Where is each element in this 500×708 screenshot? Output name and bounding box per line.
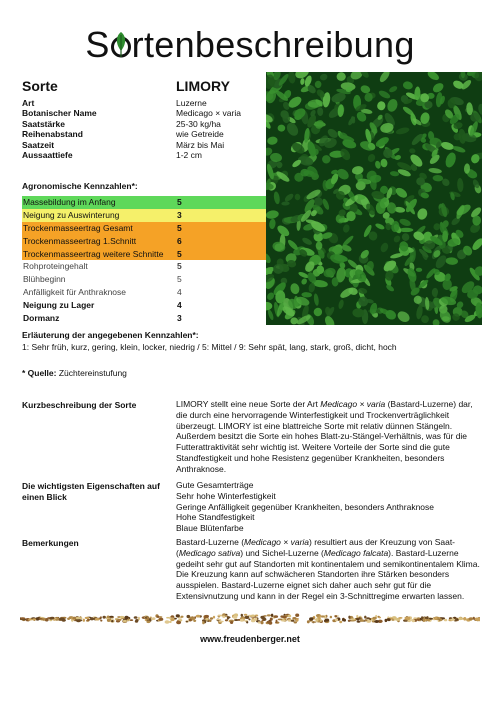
seed-mark: [41, 619, 45, 621]
title-prefix: S: [85, 24, 110, 65]
property-item: Geringe Anfälligkeit gegenüber Krankheiten, besonders Anthraknose: [176, 501, 435, 512]
seed-mark: [244, 614, 248, 616]
trait-name: Trockenmasseertrag Gesamt: [23, 222, 133, 233]
seed-mark: [100, 620, 102, 622]
variety-info: [22, 98, 262, 160]
info-row: [22, 150, 262, 160]
seed-mark: [348, 620, 351, 622]
seed-mark: [357, 619, 360, 621]
seed-mark: [248, 618, 250, 620]
seed-mark: [263, 618, 266, 621]
seed-mark: [83, 619, 85, 622]
property-item: Hohe Standfestigkeit: [176, 512, 255, 523]
text-part: LIMORY stellt eine neue Sorte der Art: [176, 399, 321, 409]
seed-mark: [179, 619, 182, 621]
trait-value: 5: [177, 274, 182, 285]
seed-mark: [210, 617, 213, 619]
seed-mark: [187, 615, 191, 618]
seed-mark: [193, 620, 196, 622]
remarks-text: [176, 537, 482, 602]
seed-mark: [32, 618, 36, 620]
seed-mark: [405, 617, 409, 619]
seed-mark: [170, 618, 174, 621]
seed-mark: [360, 619, 364, 622]
seed-mark: [458, 617, 463, 620]
seed-mark: [233, 616, 237, 619]
seed-mark: [335, 618, 338, 621]
seed-mark: [255, 615, 258, 617]
info-row: [22, 98, 262, 108]
footer-url: www.freudenberger.net: [200, 634, 300, 644]
seed-mark: [134, 616, 138, 619]
source-note: [22, 368, 127, 378]
seed-mark: [117, 619, 121, 621]
text-part: Medicago × varia: [244, 537, 310, 547]
trait-row: [22, 298, 266, 311]
text-part: (Bastard-Luzerne) dar,: [385, 399, 473, 409]
trait-name: Dormanz: [23, 312, 60, 323]
seed-mark: [335, 615, 338, 617]
trait-row: [22, 260, 266, 273]
seed-mark: [209, 620, 212, 622]
text-part: Bastard-Luzerne (: [176, 537, 245, 547]
text-line: die durch eine hervorragende Winterfestigkeit und Trockenverträglichkeit: [176, 409, 450, 420]
seed-mark: [157, 616, 160, 618]
property-item: Gute Gesamterträge: [176, 480, 254, 490]
seed-mark: [296, 618, 299, 622]
seed-mark: [246, 621, 248, 623]
seed-mark: [176, 614, 180, 617]
seed-mark: [87, 619, 90, 621]
short-description-label: Kurzbeschreibung der Sorte: [22, 400, 137, 410]
info-row: [22, 140, 262, 150]
seed-mark: [312, 621, 317, 623]
seed-mark: [291, 620, 295, 622]
text-line: Futterattraktivität sehr wichtig ist. Weitere Vorteile der Sorte sind die gute: [176, 442, 450, 453]
property-item: Blaue Blütenfarbe: [176, 523, 244, 534]
seed-mark: [234, 619, 238, 621]
trait-row: [22, 209, 266, 222]
seed-mark: [281, 620, 286, 622]
seed-mark: [152, 617, 156, 620]
source-text: Züchtereinstufung: [58, 368, 127, 378]
seed-strip-decoration: [20, 612, 480, 626]
explanation-title: Erläuterung der angegebenen Kennzahlen*:: [22, 330, 199, 340]
text-line: Die Kreuzung kann auf schwächeren Standorten ihre Stärken besonders: [176, 569, 450, 580]
seed-mark: [364, 616, 366, 619]
trait-value: 5: [177, 248, 182, 259]
seed-mark: [107, 616, 110, 619]
text-line: Extensivnutzung und kann in der Regel ein 3-Schnittregime erwarten lassen.: [176, 590, 465, 601]
seed-mark: [364, 619, 367, 621]
info-key: Reihenabstand: [22, 129, 83, 140]
seed-mark: [469, 618, 473, 621]
seed-mark: [319, 615, 321, 617]
seed-mark: [294, 621, 297, 623]
seed-mark: [268, 621, 272, 624]
page-title: [0, 24, 500, 66]
seed-mark: [325, 619, 330, 622]
alfalfa-photo: [266, 72, 482, 325]
seed-mark: [392, 619, 395, 621]
trait-name: Massebildung im Anfang: [23, 197, 116, 208]
seed-mark: [378, 617, 381, 619]
seed-mark: [159, 618, 164, 621]
seed-mark: [351, 618, 356, 620]
seed-mark: [191, 616, 194, 618]
info-value: Luzerne: [176, 98, 207, 108]
source-label: * Quelle:: [22, 368, 57, 378]
seed-mark: [316, 618, 318, 621]
seed-mark: [423, 619, 426, 622]
text-line: [176, 548, 482, 559]
seed-mark: [196, 615, 201, 618]
seed-mark: [258, 621, 260, 623]
seed-mark: [50, 617, 55, 619]
property-item: Sehr hohe Winterfestigkeit: [176, 490, 276, 501]
info-value: Medicago × varia: [176, 108, 241, 119]
seed-mark: [374, 620, 379, 623]
trait-row: [22, 196, 266, 209]
trait-name: Anfälligkeit für Anthraknose: [23, 286, 127, 297]
seed-mark: [146, 621, 150, 624]
seed-mark: [417, 617, 420, 619]
seed-mark: [444, 619, 447, 622]
text-part: Medicago falcata: [323, 547, 389, 558]
leaf-mark: [376, 202, 386, 214]
seed-mark: [251, 615, 256, 618]
text-line: Standfestigkeit und hohe Resistenz gegenüber Krankheiten, besonders: [176, 452, 445, 463]
seed-mark: [339, 621, 342, 624]
info-key: Saatstärke: [22, 118, 66, 129]
seed-mark: [276, 620, 278, 623]
seed-mark: [76, 619, 81, 622]
text-line: gedeiht sehr gut auf Standorten mit kontinentalem und semikontinentalem Klima.: [176, 558, 480, 569]
info-row: [22, 108, 262, 118]
seed-mark: [95, 618, 100, 621]
text-part: Medicago sativa: [178, 547, 241, 558]
trait-value: 6: [177, 235, 182, 246]
seed-mark: [181, 616, 184, 618]
info-row: [22, 129, 262, 139]
traits-table: [22, 196, 266, 324]
trait-row: [22, 311, 266, 324]
explanation-text: 1: Sehr früh, kurz, gering, klein, locker, niedrig / 5: Mittel / 9: Sehr spät, lang, stark, groß, dicht, hoch: [22, 342, 397, 352]
seed-mark: [165, 620, 170, 624]
seed-mark: [278, 619, 283, 621]
seed-mark: [434, 617, 437, 620]
remarks-label: Bemerkungen: [22, 538, 79, 548]
agronomic-title: Agronomische Kennzahlen*:: [22, 181, 138, 191]
seed-mark: [270, 618, 273, 621]
trait-name: Blühbeginn: [23, 274, 66, 285]
seed-mark: [295, 614, 299, 617]
text-line: [176, 399, 482, 410]
seed-mark: [282, 616, 287, 618]
trait-row: [22, 222, 266, 235]
seed-mark: [288, 615, 292, 618]
seed-mark: [426, 619, 430, 621]
trait-name: Trockenmasseertrag 1.Schnitt: [23, 235, 137, 246]
text-line: [176, 537, 482, 548]
seed-mark: [439, 618, 442, 621]
seed-mark: [450, 619, 455, 621]
seed-mark: [189, 619, 192, 622]
seed-mark: [230, 621, 233, 624]
info-value: 1-2 cm: [176, 149, 202, 160]
trait-name: Rohproteingehalt: [23, 261, 88, 272]
seed-mark: [169, 621, 171, 623]
seed-mark: [227, 616, 229, 620]
trait-value: 4: [177, 286, 182, 297]
text-part: (: [176, 547, 179, 558]
trait-name: Trockenmasseertrag weitere Schnitte: [23, 248, 164, 259]
seed-mark: [260, 621, 263, 624]
text-part: ) und Sichel-Luzerne (: [240, 547, 324, 558]
seed-mark: [216, 619, 221, 621]
info-value: 25-30 kg/ha: [176, 118, 221, 129]
seed-mark: [274, 615, 279, 618]
info-key: Botanischer Name: [22, 108, 97, 119]
seed-mark: [120, 616, 125, 618]
info-row: [22, 119, 262, 129]
title-suffix: rtenbeschreibung: [131, 24, 415, 65]
info-key: Art: [22, 98, 35, 108]
trait-value: 5: [177, 261, 182, 272]
seed-mark: [123, 620, 127, 623]
seed-mark: [130, 619, 134, 621]
seed-mark: [219, 621, 224, 623]
seed-mark: [28, 619, 31, 621]
seed-mark: [213, 616, 215, 619]
seed-mark: [292, 617, 296, 619]
seed-mark: [245, 616, 250, 619]
seed-mark: [424, 617, 427, 619]
seed-mark: [125, 616, 129, 619]
seed-mark: [147, 617, 150, 620]
seed-mark: [111, 620, 113, 622]
seed-mark: [412, 619, 415, 622]
trait-row: [22, 247, 266, 260]
text-line: ausspielen. Bastard-Luzerne eignet sich daher auch sehr gut für die: [176, 580, 432, 591]
text-part: Medicago × varia: [320, 399, 386, 409]
trait-value: 3: [177, 210, 182, 221]
seed-mark: [348, 616, 350, 619]
seed-mark: [85, 617, 90, 619]
key-properties-list: [176, 480, 482, 534]
text-part: ). Bastard-Luzerne: [388, 547, 459, 558]
leaf-o-icon: [110, 29, 132, 59]
seed-mark: [387, 618, 391, 621]
trait-row: [22, 273, 266, 286]
seed-mark: [398, 617, 402, 619]
seed-mark: [109, 616, 113, 618]
trait-value: 3: [177, 312, 182, 323]
seed-mark: [473, 617, 475, 620]
info-value: wie Getreide: [176, 129, 224, 140]
seed-mark: [218, 615, 223, 617]
trait-row: [22, 234, 266, 247]
info-key: Saatzeit: [22, 139, 55, 150]
seed-mark: [135, 619, 138, 622]
seed-mark: [271, 614, 273, 617]
seed-mark: [202, 621, 204, 624]
seed-mark: [57, 618, 59, 620]
seed-mark: [241, 614, 243, 617]
seed-mark: [186, 621, 188, 623]
info-key: Aussaattiefe: [22, 149, 73, 160]
seed-mark: [330, 616, 332, 619]
seed-mark: [372, 617, 376, 620]
sorte-label: Sorte: [22, 78, 58, 94]
seed-mark: [103, 616, 106, 619]
seed-mark: [90, 618, 94, 621]
seed-mark: [343, 619, 346, 622]
seed-mark: [421, 616, 423, 619]
seed-mark: [177, 620, 179, 622]
trait-value: 5: [177, 222, 182, 233]
seed-mark: [45, 618, 48, 621]
seed-mark: [166, 617, 170, 619]
info-value: März bis Mai: [176, 139, 225, 150]
leaf-mark: [442, 231, 448, 243]
seed-mark: [205, 618, 209, 621]
seed-mark: [475, 618, 479, 621]
seed-mark: [76, 617, 80, 620]
text-part: ) resultiert aus der Kreuzung von Saat-: [309, 537, 456, 547]
leaf-mark: [433, 291, 437, 298]
seed-mark: [463, 617, 466, 621]
seed-mark: [222, 616, 225, 618]
trait-value: 4: [177, 299, 182, 310]
seed-mark: [20, 617, 25, 619]
trait-value: 5: [177, 197, 182, 208]
sorte-value: LIMORY: [176, 78, 230, 94]
trait-name: Neigung zu Auswinterung: [23, 210, 120, 221]
seed-mark: [359, 616, 361, 618]
text-line: überzeugt. LIMORY ist eine blattreiche Sorte mit relativ dünnen Stängeln.: [176, 420, 453, 431]
text-line: Anthraknose.: [176, 463, 227, 474]
seed-mark: [225, 619, 228, 621]
text-line: Außerdem besitzt die Sorte ein hohes Blatt-zu-Stängel-Verhältnis, was für die: [176, 431, 468, 442]
trait-name: Neigung zu Lager: [23, 299, 95, 310]
key-properties-label: Die wichtigsten Eigenschaften auf einen Blick: [22, 481, 160, 502]
seed-mark: [240, 619, 244, 622]
seed-mark: [254, 618, 257, 621]
trait-row: [22, 286, 266, 299]
seed-mark: [62, 619, 66, 622]
short-description-text: [176, 399, 482, 475]
seed-mark: [309, 617, 313, 620]
seed-mark: [267, 614, 271, 616]
